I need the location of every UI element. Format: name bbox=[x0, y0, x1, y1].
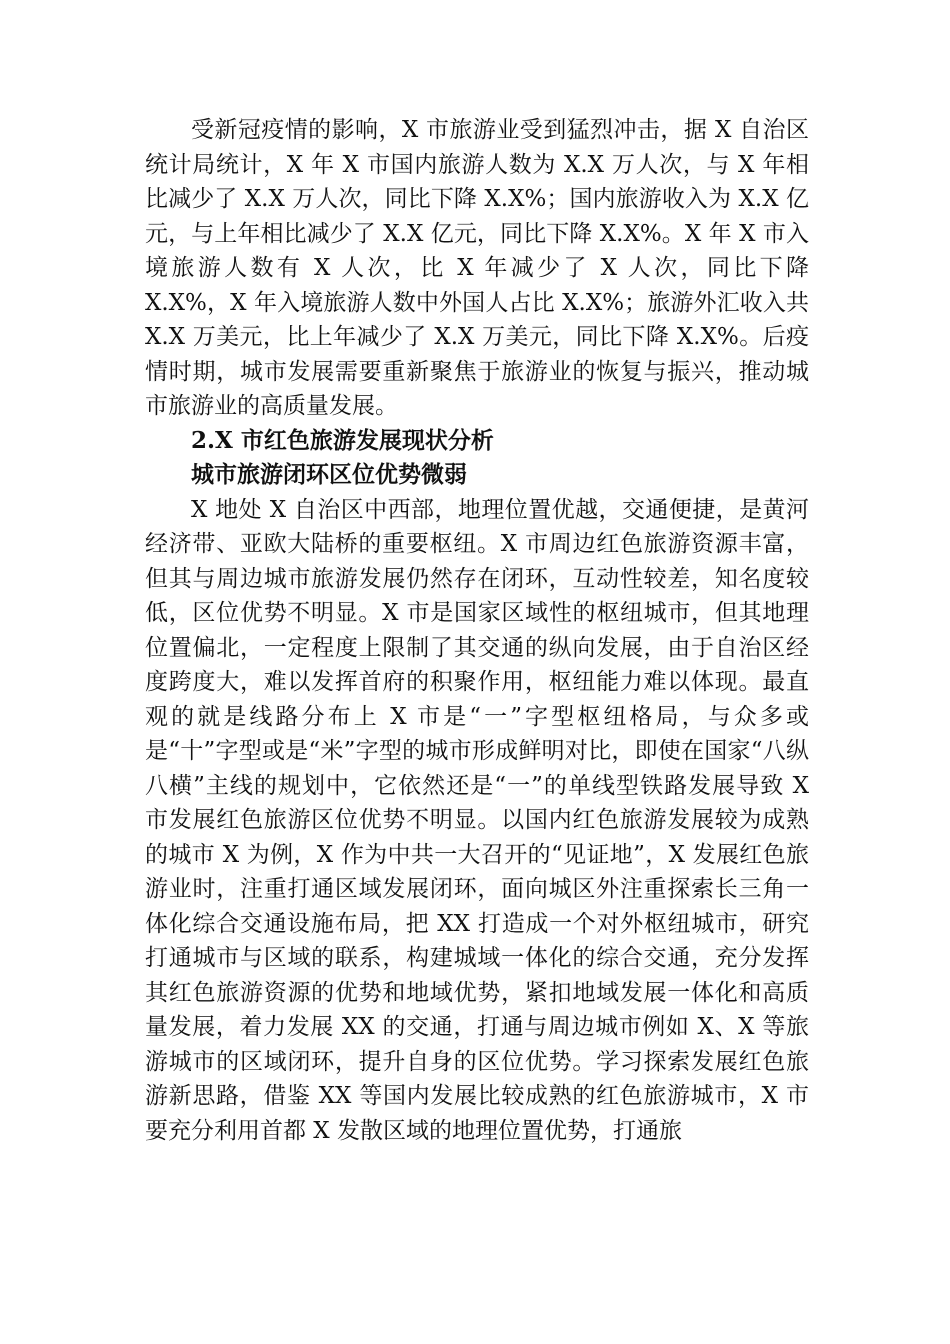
paragraph-location-analysis: X 地处 X 自治区中西部，地理位置优越，交通便捷，是黄河经济带、亚欧大陆桥的重要枢纽。X 市周边红色旅游资源丰富，但其与周边城市旅游发展仍然存在闭环，互动性较差，知名度较低，区位优势不明显。X 市是国家区域性的枢纽城市，但其地理位置偏北，一定程度上限制了其交通的纵向发展，由于自治区经度跨度大，难以发挥首府的积聚作用，枢纽能力难以体现。最直观的就是线路分布上 X 市是“一”字型枢纽格局，与众多或是“十”字型或是“米”字型的城市形成鲜明对比，即使在国家“八纵八横”主线的规划中，它依然还是“一”的单线型铁路发展导致 X 市发展红色旅游区位优势不明显。以国内红色旅游发展较为成熟的城市 X 为例，X 作为中共一大召开的“见证地”，X 发展红色旅游业时，注重打通区域发展闭环，面向城区外注重探索长三角一体化综合交通设施布局，把 XX 打造成一个对外枢纽城市，研究打通城市与区域的联系，构建城域一体化的综合交通，充分发挥其红色旅游资源的优势和地域优势，紧扣地域发展一体化和高质量发展，着力发展 XX 的交通，打通与周边城市例如 X、X 等旅游城市的区域闭环，提升自身的区位优势。学习探索发展红色旅游新思路，借鉴 XX 等国内发展比较成熟的红色旅游城市，X 市要充分利用首都 X 发散区域的地理位置优势，打通旅 bbox=[145, 496, 809, 1144]
subsection-heading: 城市旅游闭环区位优势微弱 bbox=[191, 461, 467, 488]
paragraph-tourism-impact: 受新冠疫情的影响，X 市旅游业受到猛烈冲击，据 X 自治区统计局统计，X 年 X 市国内旅游人数为 X.X 万人次，与 X 年相比减少了 X.X 万人次，同比下降 X.X%；国内旅游收入为 X.X 亿元，与上年相比减少了 X.X 亿元，同比下降 X.X%。X 年 X 市入境旅游人数有 X 人次，比 X 年减少了 X 人次，同比下降 X.X%，X 年入境旅游人数中外国人占比 X.X%；旅游外汇收入共 X.X 万美元，比上年减少了 X.X 万美元，同比下降 X.X%。后疫情时期，城市发展需要重新聚焦于旅游业的恢复与振兴，推动城市旅游业的高质量发展。 bbox=[145, 117, 809, 419]
section-heading: 2.X 市红色旅游发展现状分析 bbox=[191, 426, 494, 454]
document-body bbox=[145, 113, 809, 1148]
